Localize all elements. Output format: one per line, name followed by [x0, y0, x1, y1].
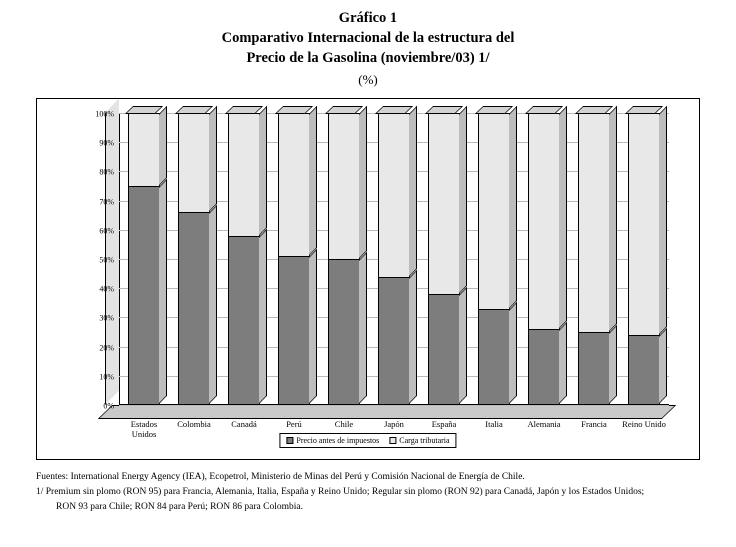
bar-top-cap: [575, 106, 613, 114]
footnote-note-1: 1/ Premium sin plomo (RON 95) para Francia, Alemania, Italia, España y Reino Unido; Regular sin plomo (RON 92) para Canadá, Japón y los Estados Unidos;: [36, 487, 645, 497]
y-axis-tick-label: 50%: [99, 255, 114, 265]
bar-segment-tax: [278, 113, 310, 256]
y-axis-tick-label: 90%: [99, 138, 114, 148]
legend-label-pretax: Precio antes de impuestos: [296, 436, 380, 445]
bar-segment-pretax: [428, 294, 460, 405]
x-axis-label: Japón: [384, 419, 404, 429]
x-axis-label: Alemania: [527, 419, 561, 429]
x-axis-label: Canadá: [231, 419, 257, 429]
bar-column: [428, 113, 460, 405]
bar-side-face: [459, 106, 467, 294]
bar-side-face: [509, 301, 517, 404]
bar-side-face: [459, 287, 467, 404]
bar-top-cap: [525, 106, 563, 114]
x-axis-label: Estados Unidos: [130, 419, 158, 439]
bar-top-cap: [225, 106, 263, 114]
bar-side-face: [159, 106, 167, 186]
y-axis-tick-label: 30%: [99, 313, 114, 323]
legend-item-pretax: [286, 436, 379, 445]
bar-segment-pretax: [528, 329, 560, 405]
x-axis-label: Francia: [581, 419, 607, 429]
gridline: [103, 401, 669, 411]
bar-side-face: [409, 106, 417, 277]
footnote-note-2: RON 93 para Chile; RON 84 para Perú; RON 86 para Colombia.: [56, 502, 303, 512]
bar-segment-tax: [428, 113, 460, 294]
bar-top-cap: [275, 106, 313, 114]
bar-column: [328, 113, 360, 405]
bar-segment-pretax: [578, 332, 610, 405]
bar-segment-tax: [228, 113, 260, 236]
bar-side-face: [359, 252, 367, 404]
bar-top-cap: [325, 106, 363, 114]
bar-segment-pretax: [378, 277, 410, 405]
bar-top-cap: [625, 106, 663, 114]
bar-side-face: [609, 325, 617, 404]
bar-top-cap: [375, 106, 413, 114]
y-axis-tick-label: 0%: [103, 401, 114, 411]
bar-side-face: [409, 269, 417, 404]
bar-side-face: [259, 106, 267, 236]
y-axis-tick-label: 60%: [99, 226, 114, 236]
plot-area: [95, 109, 669, 411]
bar-column: [228, 113, 260, 405]
bar-side-face: [359, 106, 367, 259]
bar-column: [128, 113, 160, 405]
chart-title-line-3: Precio de la Gasolina (noviembre/03) 1/: [246, 50, 490, 66]
y-axis-tick-label: 20%: [99, 343, 114, 353]
bar-side-face: [209, 205, 217, 404]
bar-side-face: [159, 179, 167, 404]
legend-swatch-pretax-icon: [286, 437, 293, 444]
x-axis-label: Reino Unido: [622, 419, 666, 429]
legend-swatch-tax-icon: [389, 437, 396, 444]
bar-side-face: [209, 106, 217, 213]
bar-side-face: [309, 106, 317, 256]
y-axis-tick-label: 80%: [99, 167, 114, 177]
y-axis-tick-label: 100%: [95, 109, 114, 119]
bar-side-face: [659, 328, 667, 404]
x-axis-label: Italia: [485, 419, 503, 429]
bar-column: [378, 113, 410, 405]
bar-segment-tax: [178, 113, 210, 212]
bar-series-container: [119, 113, 669, 405]
legend-label-tax: Carga tributaria: [399, 436, 450, 445]
bar-segment-tax: [578, 113, 610, 332]
bar-side-face: [259, 228, 267, 404]
bar-top-cap: [125, 106, 163, 114]
bar-segment-pretax: [628, 335, 660, 405]
y-axis-tick-label: 10%: [99, 372, 114, 382]
bar-side-face: [559, 106, 567, 329]
bar-column: [578, 113, 610, 405]
footnote-source: Fuentes: International Energy Agency (IEA), Ecopetrol, Ministerio de Minas del Perú y Comisión Nacional de Energía de Chile.: [36, 472, 525, 482]
bar-column: [178, 113, 210, 405]
footnotes: [36, 470, 712, 515]
bar-segment-pretax: [228, 236, 260, 405]
bar-segment-tax: [478, 113, 510, 309]
bar-side-face: [609, 106, 617, 332]
bar-side-face: [659, 106, 667, 335]
x-axis-label: Perú: [286, 419, 302, 429]
bar-side-face: [509, 106, 517, 309]
bar-column: [528, 113, 560, 405]
chart-floor: [98, 405, 676, 419]
bar-segment-tax: [628, 113, 660, 335]
bar-column: [628, 113, 660, 405]
y-axis-tick-label: 70%: [99, 197, 114, 207]
bar-segment-pretax: [178, 212, 210, 405]
bar-side-face: [559, 322, 567, 404]
chart-title-line-1: Gráfico 1: [338, 10, 398, 26]
x-axis-label: Chile: [334, 419, 354, 429]
bar-segment-tax: [328, 113, 360, 259]
bar-segment-tax: [378, 113, 410, 277]
x-axis-label: España: [431, 419, 457, 429]
bar-segment-pretax: [478, 309, 510, 405]
bar-segment-pretax: [128, 186, 160, 405]
chart-frame: [36, 98, 700, 460]
x-axis-label: Colombia: [177, 419, 211, 429]
bar-top-cap: [425, 106, 463, 114]
plot-wrapper: [37, 99, 699, 459]
bar-segment-tax: [128, 113, 160, 186]
y-axis-tick-label: 40%: [99, 284, 114, 294]
legend-item-tax: [389, 436, 449, 445]
bar-segment-pretax: [278, 256, 310, 405]
chart-legend: [279, 433, 456, 448]
bar-segment-tax: [528, 113, 560, 329]
bar-side-face: [309, 249, 317, 404]
bar-column: [478, 113, 510, 405]
bar-top-cap: [475, 106, 513, 114]
bar-top-cap: [175, 106, 213, 114]
bar-column: [278, 113, 310, 405]
title-block: [0, 0, 736, 90]
chart-unit-label: (%): [358, 72, 378, 87]
chart-title-line-2: Comparativo Internacional de la estructura del: [221, 30, 515, 46]
bar-segment-pretax: [328, 259, 360, 405]
